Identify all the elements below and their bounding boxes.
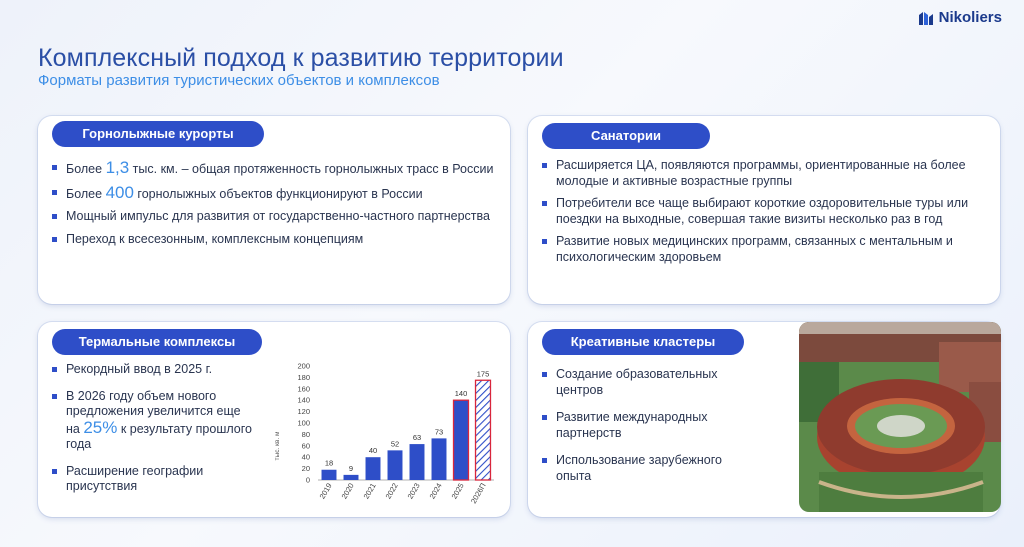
brand-name: Nikoliers [938, 9, 1002, 26]
list-item: Переход к всесезонным, комплексным концепциям [52, 232, 500, 248]
list-item: Использование зарубежного опыта [542, 453, 752, 484]
aerial-round-building-image [799, 322, 1001, 512]
bar-value-label: 175 [476, 369, 490, 379]
x-tick-label: 2019 [317, 481, 334, 501]
ski-resorts-label: Горнолыжные курорты [52, 121, 264, 147]
sanatoriums-label: Санатории [542, 123, 710, 149]
thermal-complexes-list [52, 362, 252, 502]
y-tick-label: 40 [301, 452, 310, 462]
y-tick-label: 120 [297, 407, 310, 417]
list-item: Рекордный ввод в 2025 г. [52, 362, 252, 378]
thermal-complexes-label: Термальные комплексы [52, 329, 262, 355]
y-tick-label: 100 [297, 418, 310, 428]
bar-value-label: 52 [390, 439, 400, 449]
x-tick-label: 2023 [405, 481, 422, 501]
bar-value-label: 18 [324, 458, 334, 468]
y-tick-label: 80 [301, 429, 310, 439]
bar [344, 475, 359, 480]
list-item: Развитие международных партнерств [542, 410, 752, 441]
y-tick-label: 60 [301, 441, 310, 451]
round-building-photo [799, 322, 1001, 512]
bar [388, 450, 403, 480]
list-item: Более 400 горнолыжных объектов функционируют в России [52, 185, 500, 203]
bar [476, 380, 491, 480]
page-title: Комплексный подход к развитию территории [38, 44, 564, 72]
bar [410, 444, 425, 480]
list-item: Расширение географии присутствия [52, 464, 252, 495]
x-tick-label: 2020 [339, 481, 356, 501]
list-item: Более 1,3 тыс. км. – общая протяженность горнолыжных трасс в России [52, 160, 500, 178]
bar [432, 438, 447, 480]
thermal-supply-bar-chart [270, 358, 500, 508]
y-axis-label: тыс. кв. м [274, 431, 281, 461]
brand-logo [918, 9, 1002, 26]
bar-value-label: 40 [368, 446, 378, 456]
bar-value-label: 63 [412, 433, 422, 443]
bar-value-label: 140 [454, 389, 468, 399]
x-tick-label: 2025 [449, 481, 466, 501]
y-tick-label: 200 [297, 361, 310, 371]
sanatoriums-list [542, 158, 982, 272]
list-item: Потребители все чаще выбирают короткие оздоровительные туры или поездки на выходные, совершая такие визиты несколько раз в год [542, 196, 982, 227]
y-tick-label: 180 [297, 372, 310, 382]
bar [366, 457, 381, 480]
ski-resorts-list [52, 160, 500, 254]
list-item: Развитие новых медицинских программ, связанных с ментальным и психологическим здоровьем [542, 234, 982, 265]
y-tick-label: 160 [297, 384, 310, 394]
page-subtitle: Форматы развития туристических объектов и комплексов [38, 72, 440, 89]
list-item: Создание образовательных центров [542, 367, 752, 398]
creative-clusters-list [542, 367, 752, 491]
y-tick-label: 140 [297, 395, 310, 405]
bar-value-label: 9 [348, 463, 354, 473]
nikoliers-logo-icon [918, 10, 934, 26]
x-tick-label: 2021 [361, 481, 378, 501]
x-tick-label: 2026П [468, 481, 488, 506]
creative-clusters-label: Креативные кластеры [542, 329, 744, 355]
list-item: В 2026 году объем нового предложения увеличится еще на 25% к результату прошлого года [52, 389, 252, 453]
bar [322, 470, 337, 480]
y-tick-label: 20 [301, 464, 310, 474]
list-item: Расширяется ЦА, появляются программы, ориентированные на более молодые и активные возрастные группы [542, 158, 982, 189]
x-tick-label: 2022 [383, 481, 400, 501]
x-tick-label: 2024 [427, 481, 444, 501]
bar [454, 400, 469, 480]
bar-value-label: 73 [434, 427, 444, 437]
list-item: Мощный импульс для развития от государственно-частного партнерства [52, 209, 500, 225]
y-tick-label: 0 [305, 475, 310, 485]
